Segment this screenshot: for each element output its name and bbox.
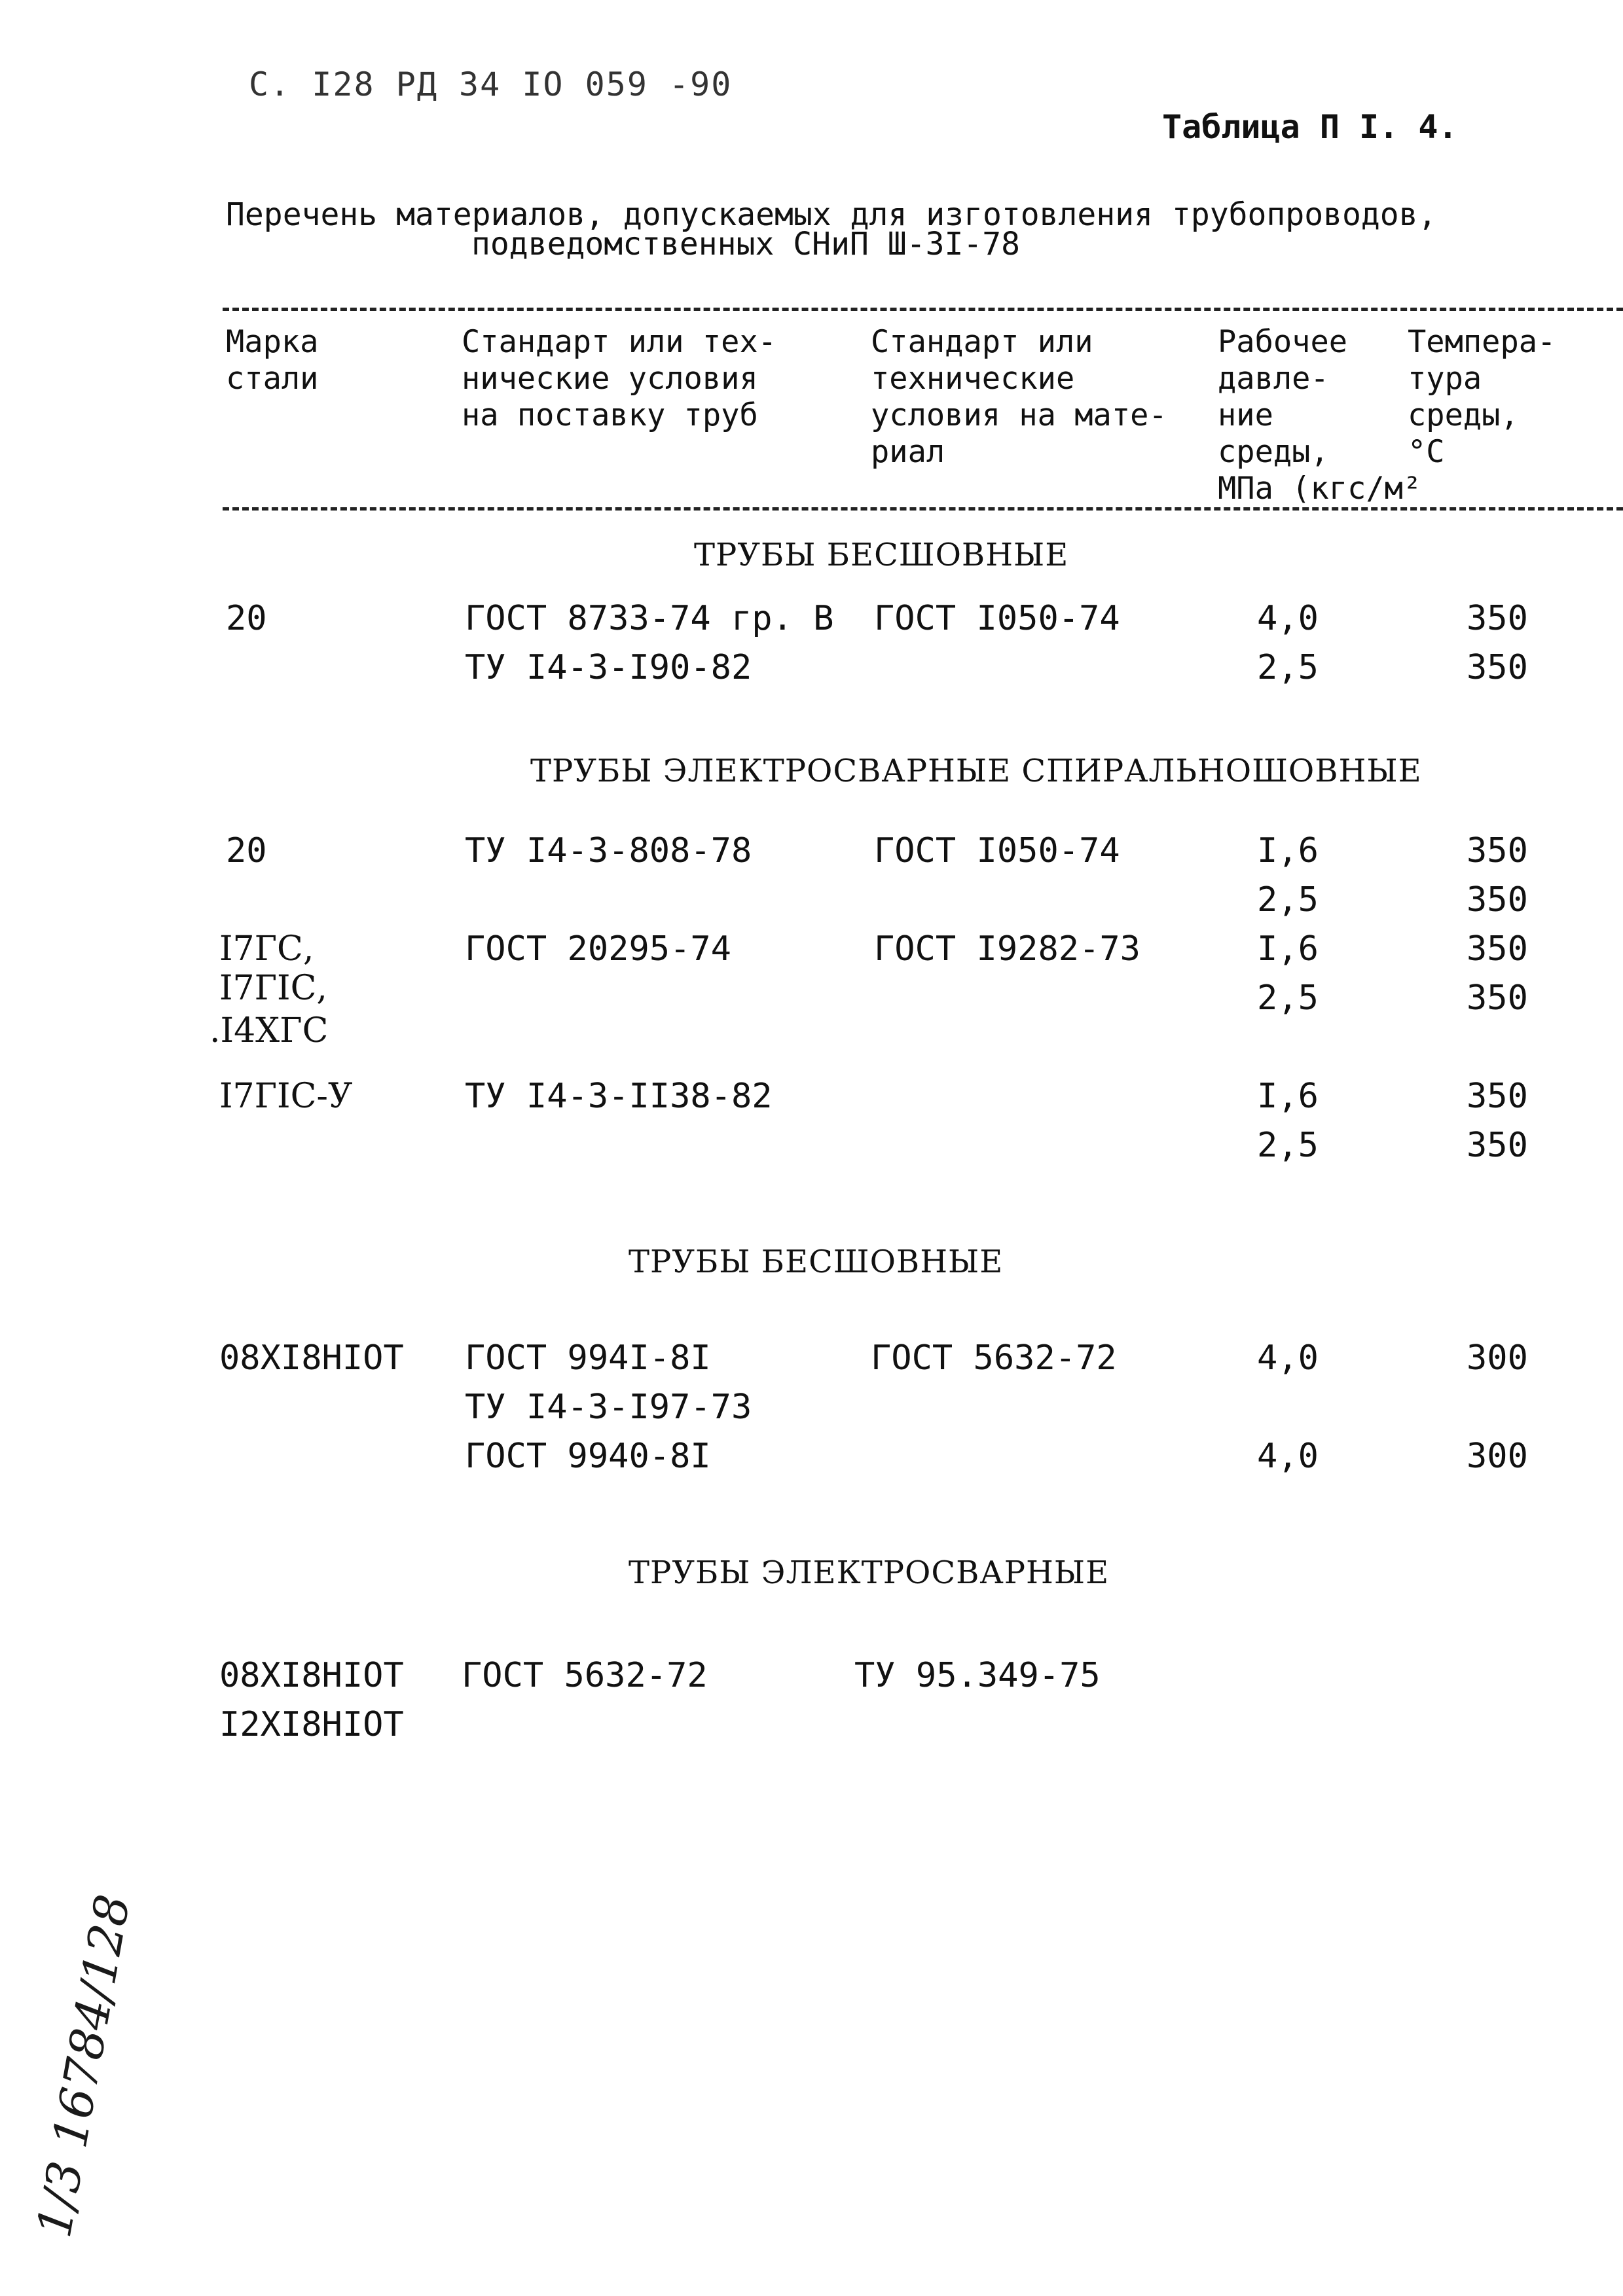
cell-temperature: 350 [1467, 599, 1528, 638]
cell-temperature: 350 [1467, 929, 1528, 969]
section-title: ТРУБЫ ЭЛЕКТРОСВАРНЫЕ [629, 1554, 1110, 1591]
section-title: ТРУБЫ БЕСШОВНЫЕ [694, 537, 1069, 573]
cell-pressure: 2,5 [1257, 1126, 1319, 1165]
cell-grade: 08ХI8НIОТ [219, 1656, 404, 1695]
cell-grade: I7ГС, [219, 929, 314, 969]
cell-pressure: I,6 [1257, 831, 1319, 870]
cell-pressure: 2,5 [1257, 880, 1319, 920]
column-header-pipe-standard: Стандарт или тех- нические условия на поставку труб [462, 324, 777, 433]
cell-material-standard: ГОСТ I050-74 [874, 831, 1120, 870]
table-title-line-1: Перечень материалов, допускаемых для изготовления трубопроводов, [226, 196, 1437, 233]
cell-material-standard: ГОСТ I9282-73 [874, 929, 1140, 969]
column-header-pressure: Рабочее давле- ние среды, МПа (кгс/м² [1218, 324, 1422, 507]
cell-temperature: 300 [1467, 1338, 1528, 1378]
header-top-rule [223, 308, 1623, 311]
cell-pipe-standard: ГОСТ 8733-74 гр. В [465, 599, 834, 638]
page-reference: С. I28 РД 34 IO 059 -90 [249, 65, 733, 103]
section-title: ТРУБЫ БЕСШОВНЫЕ [629, 1244, 1004, 1280]
header-bottom-rule [223, 507, 1623, 511]
table-title-line-2: подведомственных СНиП Ш-3I-78 [471, 226, 1021, 262]
cell-material-standard: ГОСТ I050-74 [874, 599, 1120, 638]
cell-pressure: 4,0 [1257, 1338, 1319, 1378]
column-header-temperature: Темпера- тура среды, °C [1408, 324, 1556, 470]
cell-grade: .I4ХГС [210, 1011, 329, 1050]
cell-pressure: 4,0 [1257, 599, 1319, 638]
cell-grade: I7ГIС-У [219, 1077, 353, 1116]
cell-temperature: 350 [1467, 1126, 1528, 1165]
cell-pipe-standard: ТУ I4-3-I97-73 [465, 1388, 752, 1427]
cell-pipe-standard: ГОСТ 9940-8I [465, 1437, 711, 1476]
cell-pipe-standard: ТУ I4-3-II38-82 [465, 1077, 773, 1116]
handwritten-note: 1/3 16784/128 [26, 1890, 141, 2242]
cell-temperature: 300 [1467, 1437, 1528, 1476]
cell-temperature: 350 [1467, 880, 1528, 920]
column-header-material-standard: Стандарт или технические условия на мате- риал [871, 324, 1167, 470]
cell-pressure: 2,5 [1257, 648, 1319, 687]
cell-pressure: I,6 [1257, 1077, 1319, 1116]
cell-pipe-standard: ГОСТ 5632-72 [462, 1656, 708, 1695]
cell-grade: 20 [226, 831, 267, 870]
cell-grade: 08ХI8НIОТ [219, 1338, 404, 1378]
cell-material-standard: ТУ 95.349-75 [854, 1656, 1101, 1695]
section-title: ТРУБЫ ЭЛЕКТРОСВАРНЫЕ СПИРАЛЬНОШОВНЫЕ [530, 753, 1422, 789]
cell-pipe-standard: ТУ I4-3-808-78 [465, 831, 752, 870]
cell-temperature: 350 [1467, 831, 1528, 870]
table-label: Таблица П I. 4. [1162, 108, 1458, 146]
cell-temperature: 350 [1467, 1077, 1528, 1116]
cell-pressure: 2,5 [1257, 978, 1319, 1018]
cell-grade: I7ГIС, [219, 969, 327, 1008]
cell-temperature: 350 [1467, 648, 1528, 687]
cell-pipe-standard: ГОСТ 20295-74 [465, 929, 731, 969]
cell-temperature: 350 [1467, 978, 1528, 1018]
cell-pipe-standard: ТУ I4-3-I90-82 [465, 648, 752, 687]
cell-pipe-standard: ГОСТ 994I-8I [465, 1338, 711, 1378]
cell-grade: 20 [226, 599, 267, 638]
cell-material-standard: ГОСТ 5632-72 [871, 1338, 1117, 1378]
cell-pressure: 4,0 [1257, 1437, 1319, 1476]
cell-grade: I2ХI8НIОТ [219, 1705, 404, 1744]
column-header-grade: Марка стали [226, 324, 319, 397]
cell-pressure: I,6 [1257, 929, 1319, 969]
